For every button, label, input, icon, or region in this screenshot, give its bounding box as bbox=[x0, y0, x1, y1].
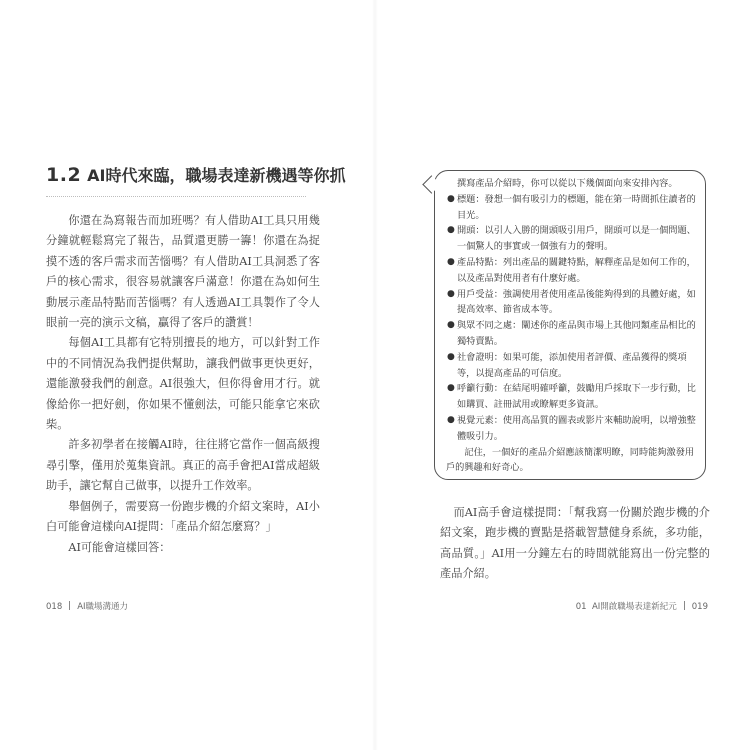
paragraph: 舉個例子，需要寫一份跑步機的介紹文案時，AI小白可能會這樣向AI提問：「產品介紹怎麼寫？」 bbox=[46, 499, 320, 534]
paragraph: 而AI高手會這樣提問：「幫我寫一份關於跑步機的介紹文案，跑步機的賣點是搭載智慧健身系統，多功能，高品質。」AI用一分鐘左右的時間就能寫出一份完整的產品介紹。 bbox=[440, 506, 710, 581]
bullet-text: 產品特點：列出產品的關鍵特點，解釋產品是如何工作的，以及產品對使用者有什麼好處。 bbox=[457, 256, 696, 284]
bullet-text: 視覺元素：使用高品質的圖表或影片來輔助說明，以增強整體吸引力。 bbox=[457, 414, 696, 442]
bullet-text: 與眾不同之處：闡述你的產品與市場上其他同類產品相比的獨特賣點。 bbox=[457, 320, 696, 347]
bullet-icon: ● bbox=[447, 225, 455, 236]
right-page-number: 019 bbox=[691, 602, 708, 612]
callout-bullet bbox=[446, 413, 698, 445]
callout-closing: 記住，一個好的產品介紹應該簡潔明瞭，同時能夠激發用戶的興趣和好奇心。 bbox=[446, 446, 695, 474]
book-title: AI職場溝通力 bbox=[77, 602, 129, 612]
footer-separator bbox=[684, 601, 685, 610]
bullet-text: 呼籲行動：在結尾明確呼籲，鼓勵用戶採取下一步行動，比如購買、註冊試用或瞭解更多資訊。 bbox=[457, 383, 696, 411]
section-title: AI時代來臨，職場表達新機遇等你抓 bbox=[87, 166, 346, 185]
bullet-icon: ● bbox=[447, 256, 455, 267]
callout-bullet bbox=[446, 255, 698, 287]
right-body-text bbox=[440, 503, 710, 585]
bullet-icon: ● bbox=[447, 320, 455, 331]
callout-bullet bbox=[446, 287, 698, 319]
bullet-icon: ● bbox=[447, 414, 455, 425]
paragraph: 每個AI工具都有它特別擅長的地方，可以針對工作中的不同情況為我們提供幫助，讓我們做事更快更好，還能激發我們的創意。AI很強大，但你得會用才行。就像給你一把好劍，你如果不懂劍法，可能只能拿它來砍柴。 bbox=[46, 336, 320, 432]
bullet-text: 開頭：以引人入勝的開頭吸引用戶，開頭可以是一個問題、一個驚人的事實或一個強有力的聲明。 bbox=[457, 225, 696, 253]
section-number: 1.2 bbox=[46, 164, 82, 186]
bullet-icon: ● bbox=[447, 351, 455, 362]
chapter-title: AI開啟職場表達新紀元 bbox=[591, 602, 677, 612]
left-footer bbox=[46, 600, 128, 612]
section-heading bbox=[46, 163, 346, 186]
paragraph: AI可能會這樣回答： bbox=[68, 540, 171, 554]
callout-bullet-list bbox=[446, 192, 698, 445]
callout-text bbox=[446, 176, 698, 476]
bullet-text: 社會證明：如果可能，添加使用者評價、產品獲得的獎項等，以提高產品的可信度。 bbox=[457, 351, 687, 379]
footer-separator bbox=[69, 601, 70, 610]
callout-bullet bbox=[446, 381, 698, 413]
bullet-icon: ● bbox=[447, 383, 455, 394]
heading-divider bbox=[46, 196, 306, 197]
callout-bullet bbox=[446, 350, 698, 382]
right-footer bbox=[576, 600, 708, 612]
callout-intro: 撰寫產品介紹時，你可以從以下幾個面向來安排內容。 bbox=[457, 178, 678, 189]
callout-bullet bbox=[446, 192, 698, 224]
chapter-number: 01 bbox=[575, 602, 587, 612]
callout-bullet bbox=[446, 223, 698, 255]
left-body-text bbox=[46, 211, 320, 558]
left-page-number: 018 bbox=[46, 602, 63, 612]
paragraph: 許多初學者在接觸AI時，往往將它當作一個高級搜尋引擎，僅用於蒐集資訊。真正的高手會把AI當成超級助手，讓它幫自己做事，以提升工作效率。 bbox=[46, 438, 320, 493]
paragraph: 你還在為寫報告而加班嗎？有人借助AI工具只用幾分鐘就輕鬆寫完了報告，品質還更勝一籌！你還在為捉摸不透的客戶需求而苦惱嗎？有人借助AI工具洞悉了客戶的核心需求，很容易就讓客戶滿意！你還在為如何生動展示產品特點而苦惱嗎？有人透過AI工具製作了令人眼前一亮的演示文稿，贏得了客戶的讚賞！ bbox=[46, 214, 320, 330]
bullet-icon: ● bbox=[447, 193, 455, 204]
bullet-text: 標題：發想一個有吸引力的標題，能在第一時間抓住讀者的目光。 bbox=[457, 193, 696, 221]
callout-bullet bbox=[446, 318, 698, 350]
bullet-text: 用戶受益：強調使用者使用產品後能夠得到的具體好處，如提高效率、節省成本等。 bbox=[457, 288, 696, 316]
bullet-icon: ● bbox=[447, 288, 455, 299]
